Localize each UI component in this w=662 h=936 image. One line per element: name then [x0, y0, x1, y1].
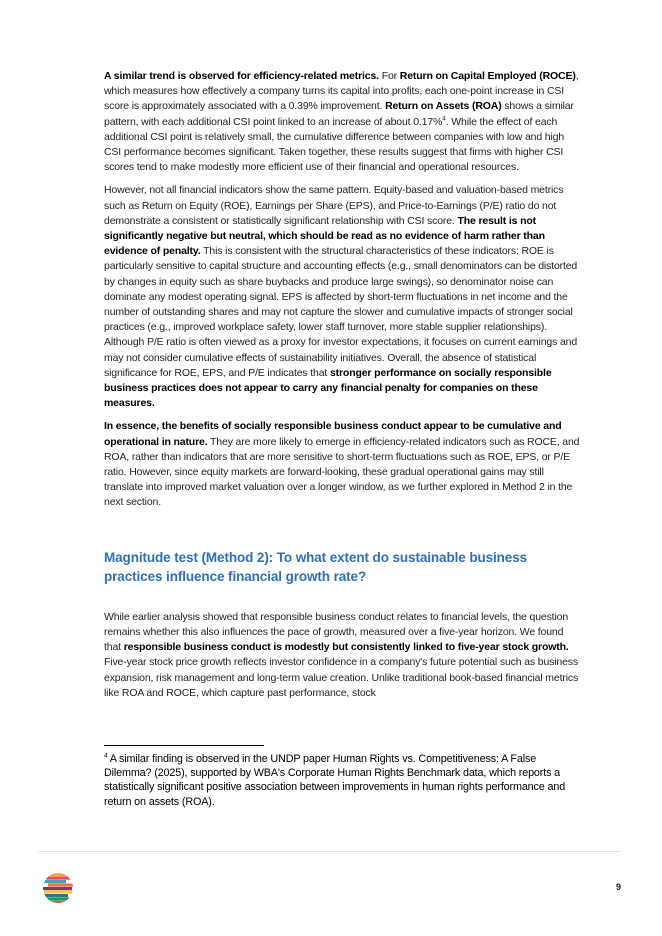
logo-stripe	[44, 891, 76, 894]
logo-stripe	[48, 884, 76, 887]
text-run: This is consistent with the structural characteristics of these indicators: ROE is particularly sensitive to capital structure and accounting effects (e.g., small denominators can be distorted by changes in equity such as share buybacks and produce large swings), so denominator noise can dominate any modest operating signal. EPS is affected by short-term fluctuations in net income and the number of outstanding shares and may not capture the slower and cumulative impacts of stronger social practices (e.g., improved workplace safety, lower staff turnover, more stable supplier relationships). Although P/E ratio is often viewed as a proxy for investor expectations, it focuses on current earnings and may not consider cumulative effects of sustainability initiatives. Overall, the absence of statistical significance for ROE, EPS, and P/E indicates that	[104, 245, 578, 379]
bold-term-roa: Return on Assets (ROA)	[385, 100, 502, 113]
paragraph-efficiency-metrics	[104, 69, 580, 175]
bold-term-roce: Return on Capital Employed (ROCE)	[399, 70, 576, 82]
text-run: However, not all financial indicators show the same pattern. Equity-based and valuation-based metrics such as Return on Equity (ROE), Earnings per Share (EPS), and Price-to-Earnings (P/E) ratio do not demonstrate a consistent or statistically significant relationship with CSI score.	[104, 184, 564, 227]
footnote-reference[interactable]: 4	[442, 115, 446, 123]
logo-stripe	[40, 894, 68, 897]
logo-stripe	[46, 898, 72, 901]
page-number: 9	[615, 882, 621, 892]
bold-statement: responsible business conduct is modestly but consistently linked to five-year stock growth.	[123, 641, 569, 654]
bold-statement: stronger performance on socially responsible business practices does not appear to carry any financial penalty for companies on these measures.	[104, 366, 552, 410]
text-run: Five-year stock price growth reflects investor confidence in a company's future potential such as business expansion, risk management and long-term value creation. Unlike traditional book-based financial metrics like ROA and ROCE, which capture past performance, stock	[104, 656, 579, 699]
logo-stripe	[40, 880, 66, 883]
text-run: For	[378, 70, 400, 82]
footer-divider	[38, 851, 620, 852]
footnote-text: A similar finding is observed in the UNDP paper Human Rights vs. Competitiveness: A False Dilemma? (2025), supported by WBA's Corporate Human Rights Benchmark data, which reports a statistically significant positive association between improvements in human rights performance and return on assets (ROA).	[104, 753, 566, 808]
footnote	[104, 752, 584, 809]
text-run: . While the effect of each additional CSI point is relatively small, the cumulative difference between companies with low and high CSI performance becomes significant. Taken together, these results suggest that firms with higher CSI scores tend to make modestly more efficient use of their financial and operational resources.	[104, 115, 565, 174]
paragraph-other-indicators	[104, 183, 580, 411]
paragraph-in-essence	[104, 419, 580, 510]
logo-stripe	[42, 887, 72, 890]
section-heading: Magnitude test (Method 2): To what extent do sustainable business practices influence financial growth rate?	[104, 549, 528, 585]
text-run: They are more likely to emerge in efficiency-related indicators such as ROCE, and ROA, rather than indicators that are more sensitive to short-term fluctuations such as ROE, EPS, or P/E ratio. However, since equity markets are forward-looking, these gradual operational gains may still translate into improved market valuation over a longer window, as we further explored in Method 2 in the next section.	[104, 435, 580, 509]
text-run: , which measures how effectively a company turns its capital into profits, each one-point increase in CSI score is approximately associated with a 0.39% improvement.	[104, 70, 579, 113]
logo-stripe	[40, 873, 70, 876]
text-run: shows a similar pattern, with each additional CSI point linked to an increase of about 0.17%	[104, 100, 574, 128]
logo-stripe	[46, 877, 76, 880]
footnote-marker: 4	[104, 752, 108, 760]
bold-statement: The result is not significantly negative but neutral, which should be read as no evidence of harm rather than evidence of penalty.	[104, 214, 545, 258]
bold-lead: In essence, the benefits of socially responsible business conduct appear to be cumulative and operational in nature.	[104, 420, 562, 448]
paragraph-growth	[104, 610, 580, 701]
main-content	[104, 69, 580, 709]
wba-logo-icon	[40, 870, 76, 906]
logo-stripe	[42, 901, 72, 904]
text-run: While earlier analysis showed that responsible business conduct relates to financial levels, the question remains whether this also influences the pace of growth, measured over a five-year horizon. We found that	[104, 610, 569, 654]
bold-lead: A similar trend is observed for efficiency-related metrics.	[104, 70, 379, 82]
footnote-divider	[104, 745, 264, 746]
